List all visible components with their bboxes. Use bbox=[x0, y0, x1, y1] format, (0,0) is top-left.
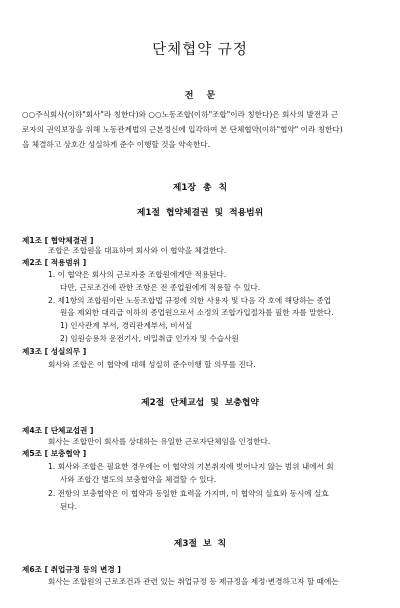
preamble-line: 로자의 권익보장을 위해 노동관계법의 근본정신에 입각하여 본 단체협약(이하"협약" 이라 칭한다) bbox=[22, 125, 343, 134]
article-line: 2. 제1항의 조합원이란 노동조합법 규정에 의한 사용자 및 다음 각 호에 해당하는 종업 bbox=[48, 296, 332, 305]
preamble-line: 을 체결하고 상호간 성실하게 준수 이행할 것을 약속한다. bbox=[22, 140, 211, 149]
article-line: 2. 전항의 보충협약은 이 협약과 동일한 효력을 가지며, 이 협약의 실효와 동시에 실효 bbox=[48, 489, 329, 498]
chapter-heading: 제1장 총 칙 bbox=[172, 183, 228, 193]
article-heading: 제4조 [ 단체교섭권 ] bbox=[22, 426, 94, 435]
section-heading: 제2절 단체교섭 및 보충협약 bbox=[141, 398, 259, 408]
article-line: 1) 인사관계 부서, 경리관계부서, 비서실 bbox=[60, 321, 193, 330]
article-line: 회사는 조합원의 근로조건과 관련 있는 취업규정 등 제규정을 제정·변경하고자 할 때에는 bbox=[48, 577, 339, 586]
article-line: 1. 이 협약은 회사의 근로자중 조합원에게만 적용된다. bbox=[48, 270, 227, 279]
section-heading: 제1절 협약체결권 및 적용범위 bbox=[136, 208, 264, 218]
article-line: 사와 조합간 별도의 보충협약을 체결할 수 있다. bbox=[60, 475, 217, 484]
article-line: 1. 회사와 조합은 필요한 경우에는 이 협약의 기본취지에 벗어나지 않는 범위 내에서 회 bbox=[48, 462, 334, 471]
article-heading: 제5조 [ 보충협약 ] bbox=[22, 449, 87, 458]
article-line: 회사와 조합은 이 협약에 대해 성실히 준수이행 할 의무를 진다. bbox=[48, 360, 256, 369]
preamble-text bbox=[22, 107, 378, 152]
article-heading: 제2조 [ 적용범위 ] bbox=[22, 258, 87, 267]
article-line: 조합은 조합원을 대표하여 회사와 이 협약을 체결한다. bbox=[48, 246, 227, 255]
preamble-line: ○○주식회사(이하"회사"라 칭한다)와 ○○노동조합(이하"조합"이라 칭한다)은 회사의 발전과 근 bbox=[22, 110, 339, 119]
article-line: 2) 임원승용차 운전기사, 비밀취급 인가자 및 수습사원 bbox=[60, 334, 239, 343]
document-title: 단체협약 규정 bbox=[152, 42, 248, 58]
article-heading: 제3조 [ 성실의무 ] bbox=[22, 347, 87, 356]
preamble-heading: 전 문 bbox=[184, 91, 216, 101]
article-line: 원을 제외한 대리급 이하의 종업원으로서 소정의 조합가입절차를 필한 자를 말한다. bbox=[60, 308, 334, 317]
section-heading: 제3절 보 칙 bbox=[173, 539, 227, 549]
article-line: 다만, 근로조건에 관한 조항은 전 종업원에게 적용할 수 있다. bbox=[60, 283, 261, 292]
article-heading: 제6조 [ 취업규정 등의 변경 ] bbox=[22, 565, 121, 574]
article-heading: 제1조 [ 협약체결권 ] bbox=[22, 236, 94, 245]
article-line: 된다. bbox=[60, 502, 78, 511]
article-line: 회사는 조합만이 회사를 상대하는 유일한 근로자단체임을 인정한다. bbox=[48, 437, 271, 446]
